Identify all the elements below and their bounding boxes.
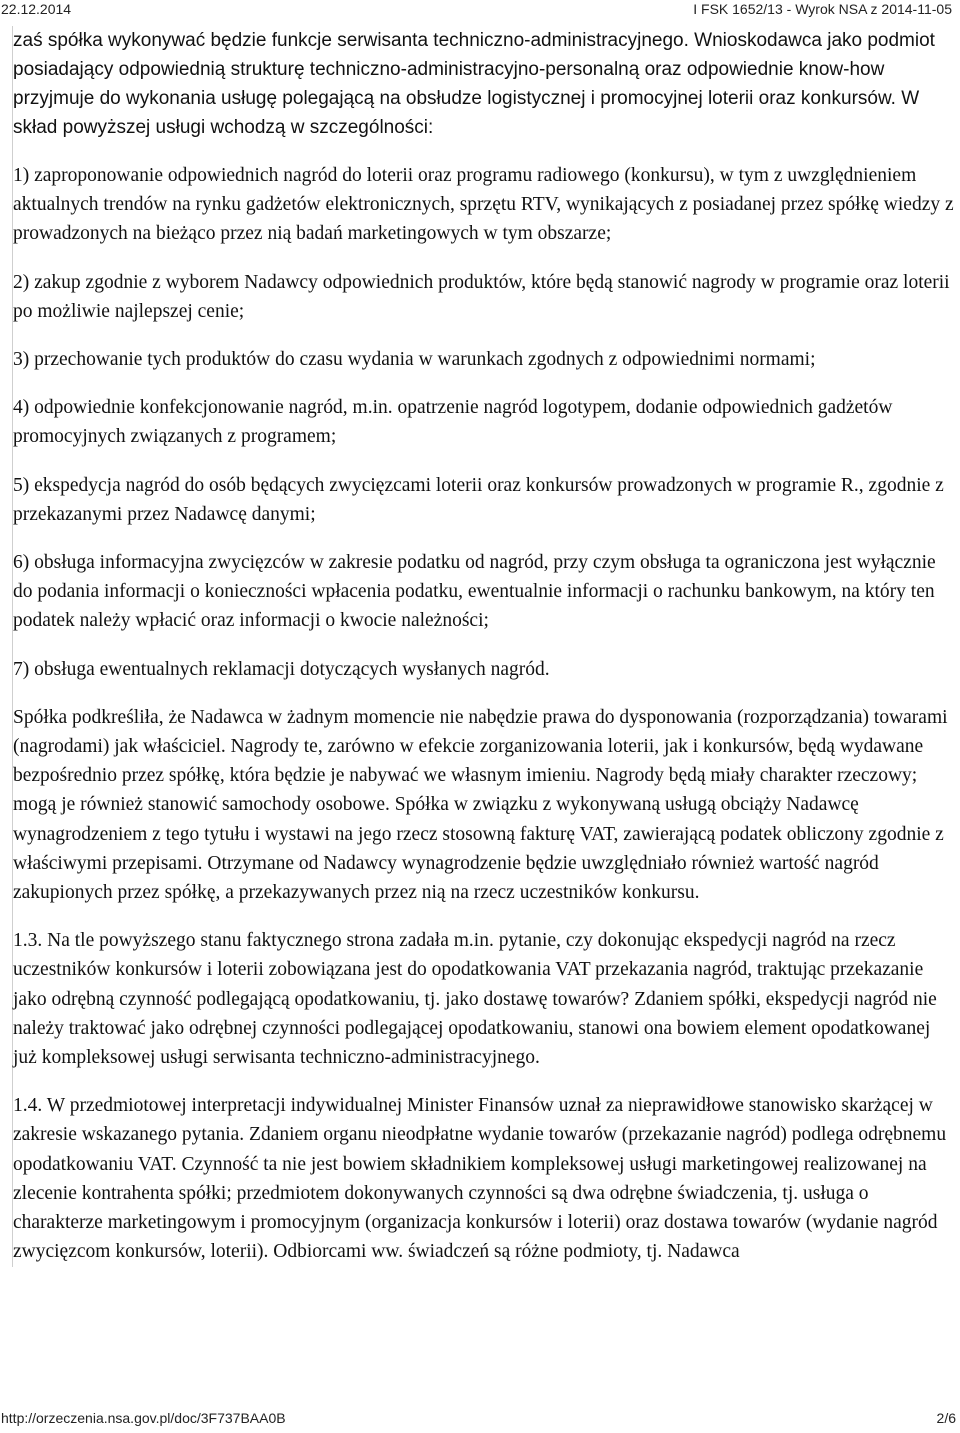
list-item-4: 4) odpowiednie konfekcjonowanie nagród, m.in. opatrzenie nagród logotypem, dodanie odpowiednich gadżetów promocyjnych związanych z programem; — [13, 397, 893, 448]
list-item-1: 1) zaproponowanie odpowiednich nagród do loterii oraz programu radiowego (konkursu), w tym z uwzględnieniem aktualnych trendów na rynku gadżetów elektronicznych, sprzętu RTV, wynikających z posiadanej przez spółkę wiedzy z prowadzonych na bieżąco przez nią badań marketingowych w tym obszarze; — [13, 165, 954, 245]
footer-url[interactable]: http://orzeczenia.nsa.gov.pl/doc/3F737BAA0B — [1, 1410, 286, 1426]
intro-paragraph — [13, 26, 955, 142]
paragraph-spolka-podkreslila: Spółka podkreśliła, że Nadawca w żadnym momencie nie nabędzie prawa do dysponowania (rozporządzania) towarami (nagrodami) jak właściciel. Nagrody te, zarówno w efekcie zorganizowania loterii, jak i konkursów, będą wydawane bezpośrednio przez spółkę, która będzie je nabywać we własnym imieniu. Nagrody będą miały charakter rzeczowy; mogą je również stanowić samochody osobowe. Spółka w związku z wykonywaną usługą obciąży Nadawcę wynagrodzeniem z tego tytułu i wystawi na jego rzecz stosowną fakturę VAT, zawierającą podatek obliczony zgodnie z właściwymi przepisami. Otrzymane od Nadawcy wynagrodzenie będzie uwzględniało również wartość nagród zakupionych przez spółkę, a przekazywanych przez nią na rzecz uczestników konkursu. — [13, 706, 948, 904]
intro-text: zaś spółka wykonywać będzie funkcje serwisanta techniczno-administracyjnego. Wnioskodawca jako podmiot posiadający odpowiednią strukturę techniczno-administracyjno-personalną oraz odpowiednie know-how przyjmuje do wykonania usługę polegającą na obsłudze logistycznej i promocyjnej loterii oraz konkursów. — [13, 30, 935, 109]
paragraph-1-3: 1.3. Na tle powyższego stanu faktycznego strona zadała m.in. pytanie, czy dokonując ekspedycji nagród na rzecz uczestników konkursów i loterii zobowiązana jest do opodatkowania VAT przekazania nagród, traktując przekazanie jako odrębną czynność podlegającą opodatkowaniu, tj. jako dostawę towarów? Zdaniem spółki, ekspedycji nagród nie należy traktować jako odrębnej czynności podlegającej opodatkowaniu, stanowi ona bowiem element opodatkowanej już kompleksowej usługi serwisanta techniczno-administracyjnego. — [13, 930, 937, 1069]
document-body — [12, 26, 955, 1267]
intro-lead-in: W skład powyższej usługi wchodzą w szczególności: — [13, 88, 920, 138]
list-item-7: 7) obsługa ewentualnych reklamacji dotyczących wysłanych nagród. — [13, 658, 550, 680]
footer-page-number: 2/6 — [936, 1410, 956, 1426]
list-item-5: 5) ekspedycja nagród do osób będących zwycięzcami loterii oraz konkursów prowadzonych w programie R., zgodnie z przekazanymi przez Nadawcę danymi; — [13, 474, 944, 525]
header-document-title: I FSK 1652/13 - Wyrok NSA z 2014-11-05 — [693, 1, 952, 17]
paragraph-1-4: 1.4. W przedmiotowej interpretacji indywidualnej Minister Finansów uznał za nieprawidłowe stanowisko skarżącej w zakresie wskazanego pytania. Zdaniem organu nieodpłatne wydanie towarów (przekazanie nagród) podlega odrębnemu opodatkowaniu VAT. Czynność ta nie jest bowiem składnikiem kompleksowej usługi marketingowej realizowanej na zlecenie kontrahenta spółki; przedmiotem dokonywanych czynności są dwa odrębne świadczenia, tj. usługa o charakterze marketingowym i promocyjnym (organizacja konkursów i loterii) oraz dostawa towarów (wydanie nagród zwycięzcom konkursów, loterii). Odbiorcami ww. świadczeń są różne podmioty, tj. Nadawca — [13, 1095, 947, 1263]
page-header — [0, 1, 960, 21]
list-item-2: 2) zakup zgodnie z wyborem Nadawcy odpowiednich produktów, które będą stanowić nagrody w programie oraz loterii po możliwie najlepszej cenie; — [13, 271, 950, 322]
page-footer — [0, 1410, 960, 1430]
list-item-6: 6) obsługa informacyjna zwycięzców w zakresie podatku od nagród, przy czym obsługa ta ograniczona jest wyłącznie do podania informacji o konieczności wpłacenia podatku, ewentualnie informacji o rachunku bankowym, na który ten podatek należy wpłacić oraz informacji o kwocie należności; — [13, 552, 936, 632]
header-date: 22.12.2014 — [1, 1, 72, 17]
list-item-3: 3) przechowanie tych produktów do czasu wydania w warunkach zgodnych z odpowiednimi normami; — [13, 349, 816, 371]
